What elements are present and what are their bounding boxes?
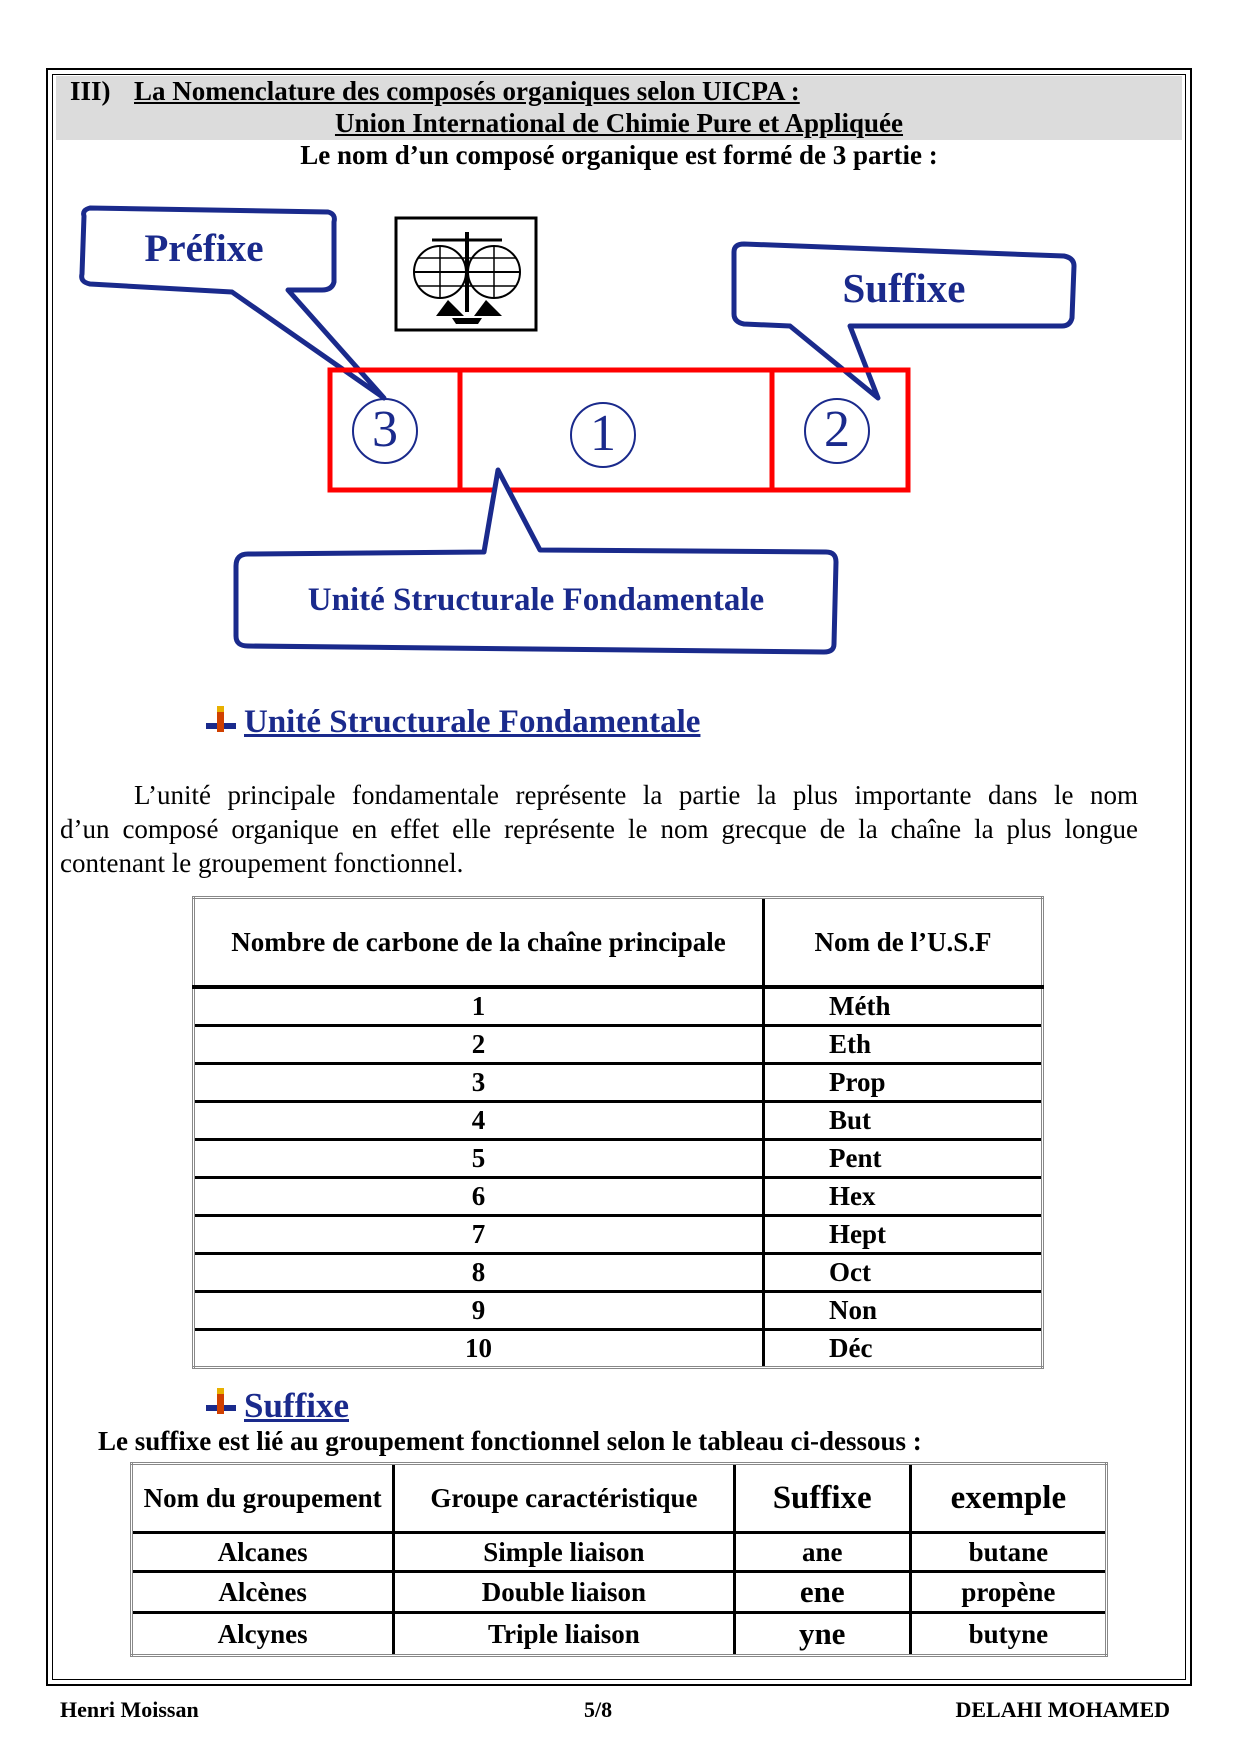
table-cell: Hept [764,1216,1043,1254]
table-cell: 4 [194,1102,764,1140]
table-cell: Déc [764,1330,1043,1368]
table-cell: butyne [910,1613,1106,1656]
table-header-cell: Nom du groupement [132,1464,394,1533]
section-title-text: La Nomenclature des composés organiques selon UICPA : [134,76,800,106]
usf-paragraph-line1: L’unité principale fondamentale représente la partie la plus importante dans le nom [134,780,1138,810]
table-row [194,1330,1043,1368]
table-cell: 7 [194,1216,764,1254]
table-cell: Eth [764,1026,1043,1064]
table-cell: Non [764,1292,1043,1330]
usf-table [192,896,1044,1369]
footer-left: Henri Moissan [60,1697,199,1722]
suffix-table [130,1462,1108,1657]
intro-text: Le nom d’un composé organique est formé de 3 partie : [300,140,938,170]
table-cell: Pent [764,1140,1043,1178]
table-cell: propène [910,1572,1106,1613]
table-cell: Prop [764,1064,1043,1102]
table-cell: 1 [194,987,764,1026]
suffix-heading: Suffixe [244,1386,349,1425]
table-row [194,1178,1043,1216]
bullet-plus-icon [206,1386,236,1416]
suffix-intro: Le suffixe est lié au groupement fonctionnel selon le tableau ci-dessous : [98,1426,922,1456]
footer-page-number: 5/8 [584,1697,613,1722]
bullet-plus-icon [206,704,236,734]
table-cell: yne [734,1613,910,1656]
table-cell: Alcènes [132,1572,394,1613]
table-cell: Triple liaison [394,1613,734,1656]
table-row [194,1216,1043,1254]
table-row [194,987,1043,1026]
table-cell: Oct [764,1254,1043,1292]
usf-paragraph [60,778,1138,880]
section-subtitle: Union International de Chimie Pure et Appliquée [334,108,904,138]
table-cell: ene [734,1572,910,1613]
table-cell: 6 [194,1178,764,1216]
table-row [132,1613,1107,1656]
table-cell: Simple liaison [394,1533,734,1572]
table-header-cell: Groupe caractéristique [394,1464,734,1533]
table-header-cell: exemple [910,1464,1106,1533]
table-row [194,1102,1043,1140]
table-row [132,1533,1107,1572]
usf-label: Unité Structurale Fondamentale [307,582,765,618]
circled-number-1: 1 [570,402,636,468]
table-cell: Hex [764,1178,1043,1216]
footer-right: DELAHI MOHAMED [955,1697,1170,1722]
table-cell: Méth [764,987,1043,1026]
table-cell: Double liaison [394,1572,734,1613]
table-row [194,1026,1043,1064]
usf-callout-shape [236,470,836,652]
table-header-cell: Nombre de carbone de la chaîne principale [194,898,764,988]
table-row [194,1254,1043,1292]
table-cell: 3 [194,1064,764,1102]
table-cell: 2 [194,1026,764,1064]
table-cell: 9 [194,1292,764,1330]
table-row [194,1292,1043,1330]
table-cell: butane [910,1533,1106,1572]
table-row [132,1572,1107,1613]
table-header-cell: Nom de l’U.S.F [764,898,1043,988]
table-cell: 10 [194,1330,764,1368]
table-cell: Alcanes [132,1533,394,1572]
usf-paragraph-line2: d’un composé organique en effet elle représente le nom grecque de la chaîne la plus longue [60,814,1138,844]
table-cell: ane [734,1533,910,1572]
table-cell: 5 [194,1140,764,1178]
circled-number-3: 3 [352,398,418,464]
table-row [194,1064,1043,1102]
usf-heading: Unité Structurale Fondamentale [244,704,701,740]
suffix-label: Suffixe [842,265,966,311]
table-header-row [194,898,1043,988]
circled-number-2: 2 [804,398,870,464]
usf-paragraph-line3: contenant le groupement fonctionnel. [60,848,464,878]
table-cell: 8 [194,1254,764,1292]
table-cell: But [764,1102,1043,1140]
prefix-label: Préfixe [144,227,264,270]
table-cell: Alcynes [132,1613,394,1656]
table-header-cell: Suffixe [734,1464,910,1533]
table-row [194,1140,1043,1178]
iupac-logo-icon [396,218,536,330]
section-number: III) [70,76,111,106]
table-header-row [132,1464,1107,1533]
